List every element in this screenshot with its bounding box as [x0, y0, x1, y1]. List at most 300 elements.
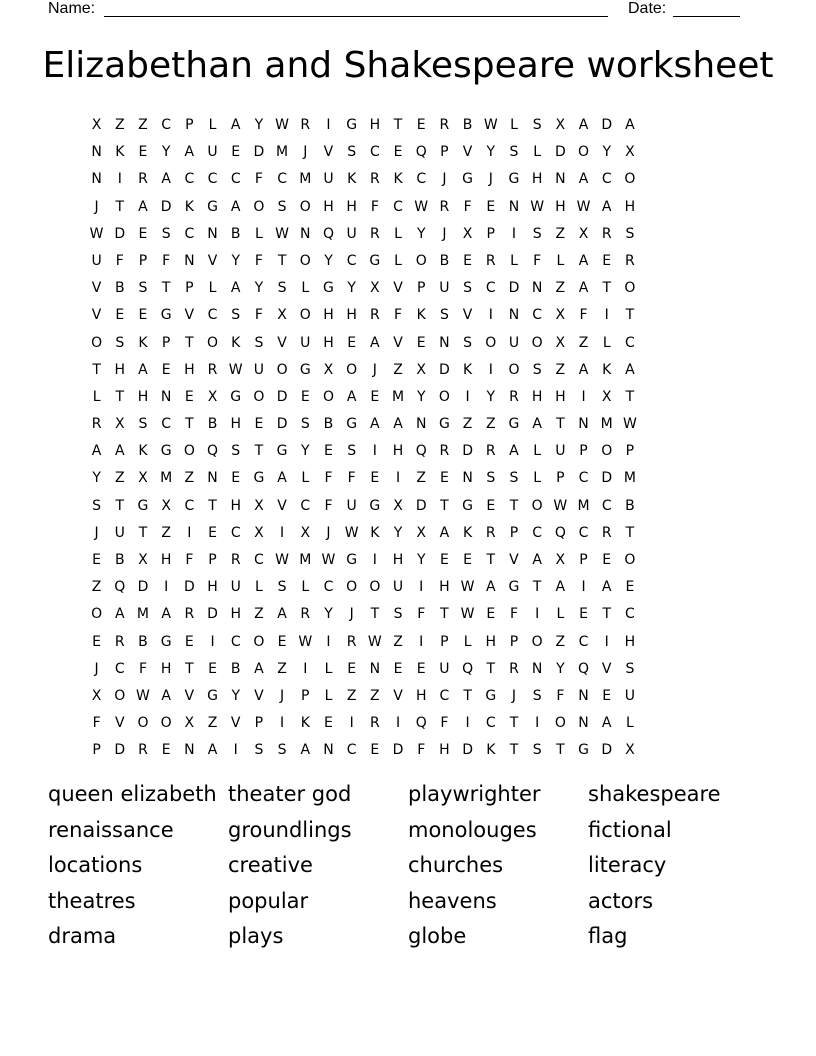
grid-letter: Y [347, 280, 356, 297]
grid-letter: C [184, 225, 195, 242]
grid-letter: J [488, 171, 493, 188]
grid-letter: Y [416, 552, 426, 568]
grid-letter: E [579, 606, 588, 623]
grid-letter: W [275, 225, 290, 242]
grid-letter: Z [91, 579, 102, 596]
grid-letter: A [161, 687, 171, 704]
grid-letter: A [184, 144, 195, 161]
grid-letter: C [346, 252, 357, 269]
grid-row [85, 601, 735, 628]
grid-letter: X [625, 742, 635, 759]
grid-letter: I [419, 633, 424, 650]
grid-letter: H [531, 171, 543, 188]
grid-letter: D [276, 388, 288, 405]
grid-letter: O [91, 334, 103, 351]
grid-letter: T [602, 606, 611, 623]
grid-row [85, 194, 735, 221]
grid-letter: S [532, 225, 542, 242]
grid-letter: E [486, 606, 496, 623]
name-label: Name: [48, 0, 96, 17]
grid-letter: N [439, 334, 450, 351]
grid-letter: L [510, 252, 518, 269]
grid-letter: Z [161, 524, 171, 541]
grid-letter: O [114, 687, 126, 704]
grid-letter: X [555, 117, 566, 133]
grid-letter: G [346, 416, 358, 433]
grid-letter: S [393, 606, 403, 623]
grid-letter: B [625, 497, 635, 514]
grid-letter: E [602, 552, 612, 568]
grid-letter: S [463, 280, 473, 297]
grid-letter: D [508, 280, 520, 297]
grid-letter: T [625, 388, 635, 405]
grid-letter: R [601, 524, 612, 541]
grid-letter: E [347, 334, 357, 351]
grid-letter: I [280, 715, 285, 732]
grid-row [85, 574, 735, 601]
grid-letter: K [393, 171, 403, 188]
grid-letter: T [440, 497, 449, 514]
grid-letter: G [485, 687, 497, 704]
grid-letter: K [138, 334, 148, 351]
grid-letter: N [323, 742, 334, 759]
grid-letter: N [91, 144, 102, 161]
grid-letter: Z [370, 687, 380, 704]
grid-letter: Z [346, 687, 357, 704]
grid-row [85, 438, 735, 465]
grid-letter: G [508, 171, 520, 188]
grid-letter: F [463, 198, 472, 215]
grid-letter: X [625, 144, 635, 161]
grid-letter: H [114, 361, 126, 378]
grid-letter: H [346, 307, 357, 324]
grid-letter: B [439, 252, 450, 269]
grid-letter: X [370, 280, 380, 297]
word-bank-row [48, 778, 768, 814]
grid-letter: C [485, 280, 496, 297]
grid-letter: R [485, 524, 496, 541]
word-bank-row [48, 849, 768, 885]
grid-letter: G [299, 361, 311, 378]
grid-letter: T [185, 334, 194, 351]
grid-letter: L [533, 470, 542, 487]
grid-letter: W [530, 198, 545, 215]
grid-letter: R [439, 198, 450, 215]
grid-letter: N [415, 416, 427, 433]
word-bank-item: shakespeare [588, 782, 721, 806]
grid-letter: A [161, 171, 171, 188]
grid-letter: J [349, 606, 354, 623]
grid-letter: G [207, 198, 218, 215]
grid-letter: I [604, 307, 609, 324]
grid-letter: H [323, 307, 334, 324]
grid-letter: E [208, 524, 217, 541]
grid-letter: Z [393, 361, 403, 378]
grid-letter: E [161, 742, 171, 759]
grid-letter: R [91, 416, 102, 433]
grid-letter: S [277, 198, 287, 215]
grid-letter: U [508, 334, 520, 351]
grid-letter: E [393, 660, 403, 677]
grid-row [85, 221, 735, 248]
grid-letter: X [207, 388, 218, 405]
grid-letter: X [416, 361, 427, 378]
grid-row [85, 384, 735, 411]
grid-letter: O [438, 388, 450, 405]
grid-letter: H [346, 198, 357, 215]
grid-letter: A [578, 117, 589, 133]
grid-letter: Y [393, 524, 403, 541]
grid-letter: V [393, 687, 403, 704]
grid-letter: C [254, 552, 264, 568]
grid-letter: F [185, 552, 194, 568]
grid-letter: C [207, 171, 218, 188]
grid-letter: L [394, 225, 402, 242]
grid-letter: E [370, 742, 380, 759]
grid-letter: F [254, 171, 263, 188]
grid-letter: V [207, 252, 218, 269]
grid-letter: D [601, 470, 613, 487]
grid-letter: A [601, 715, 612, 732]
grid-row [85, 302, 735, 329]
grid-letter: D [253, 144, 265, 161]
grid-letter: S [532, 117, 542, 133]
grid-letter: S [92, 497, 102, 514]
grid-letter: G [230, 388, 242, 405]
grid-letter: H [624, 198, 636, 215]
grid-letter: Y [254, 280, 264, 297]
grid-letter: X [555, 552, 566, 568]
grid-letter: P [440, 144, 449, 161]
grid-letter: M [623, 470, 636, 487]
grid-letter: N [207, 225, 218, 242]
grid-letter: G [369, 252, 381, 269]
grid-letter: R [369, 225, 380, 242]
grid-letter: V [184, 307, 195, 324]
grid-letter: I [280, 524, 285, 541]
grid-letter: I [581, 388, 586, 405]
grid-letter: K [347, 171, 357, 188]
grid-letter: I [372, 443, 377, 460]
grid-row [85, 357, 735, 384]
grid-letter: C [230, 171, 241, 188]
grid-letter: C [161, 117, 172, 133]
grid-letter: S [231, 443, 241, 460]
grid-letter: E [300, 388, 310, 405]
grid-letter: O [253, 388, 265, 405]
grid-letter: X [161, 497, 171, 514]
grid-letter: E [416, 334, 426, 351]
grid-letter: U [323, 171, 334, 188]
grid-letter: S [231, 307, 241, 324]
grid-letter: L [301, 470, 310, 487]
grid-letter: D [439, 361, 450, 378]
grid-letter: O [322, 388, 334, 405]
grid-letter: Y [254, 117, 264, 133]
grid-letter: Q [578, 660, 590, 677]
grid-letter: D [183, 579, 195, 596]
grid-letter: E [625, 579, 635, 596]
grid-letter: A [485, 579, 496, 596]
grid-letter: T [556, 416, 565, 433]
name-field-line[interactable] [104, 0, 608, 17]
grid-letter: T [509, 715, 519, 732]
grid-letter: T [602, 280, 611, 297]
grid-letter: O [183, 443, 195, 460]
grid-letter: M [600, 416, 613, 433]
grid-row [85, 520, 735, 547]
grid-letter: E [463, 252, 473, 269]
grid-letter: U [207, 144, 218, 161]
grid-letter: P [208, 552, 217, 568]
grid-letter: J [372, 361, 377, 378]
grid-letter: R [369, 307, 380, 324]
grid-letter: F [370, 198, 379, 215]
grid-letter: K [231, 334, 241, 351]
grid-letter: Q [415, 443, 427, 460]
grid-letter: O [624, 280, 636, 297]
grid-letter: S [277, 280, 287, 297]
grid-letter: D [392, 742, 404, 759]
grid-letter: U [253, 361, 265, 378]
word-bank-item: plays [228, 924, 284, 949]
grid-letter: S [347, 443, 357, 460]
grid-letter: H [415, 687, 427, 704]
grid-letter: C [323, 579, 334, 596]
grid-letter: T [509, 497, 519, 514]
grid-letter: E [324, 443, 333, 460]
grid-letter: L [301, 280, 310, 297]
grid-letter: P [185, 117, 194, 133]
grid-letter: W [576, 198, 591, 215]
grid-letter: U [392, 579, 404, 596]
word-bank-item: monolouges [408, 817, 537, 842]
grid-letter: A [277, 470, 287, 487]
grid-letter: W [298, 633, 313, 650]
grid-letter: S [532, 742, 542, 759]
grid-letter: E [486, 497, 496, 514]
grid-letter: H [323, 334, 334, 351]
grid-letter: C [578, 524, 589, 541]
grid-letter: B [230, 225, 241, 242]
grid-letter: O [346, 361, 358, 378]
grid-letter: H [207, 579, 218, 596]
grid-letter: C [161, 416, 172, 433]
grid-letter: U [346, 225, 357, 242]
grid-letter: H [392, 443, 404, 460]
grid-letter: I [488, 307, 493, 324]
grid-letter: W [414, 198, 429, 215]
grid-letter: Q [207, 443, 219, 460]
grid-letter: D [601, 742, 613, 759]
grid-letter: E [138, 144, 148, 161]
word-bank-item: literacy [588, 853, 667, 878]
grid-letter: G [369, 497, 381, 514]
grid-letter: E [416, 117, 426, 133]
grid-letter: S [439, 307, 449, 324]
grid-letter: S [115, 334, 125, 351]
grid-letter: C [578, 470, 589, 487]
grid-letter: E [92, 633, 102, 650]
grid-letter: S [254, 334, 264, 351]
grid-letter: J [326, 524, 331, 541]
grid-letter: H [439, 742, 450, 759]
grid-letter: W [321, 552, 336, 568]
grid-letter: O [276, 361, 288, 378]
grid-letter: G [346, 552, 358, 568]
grid-letter: R [439, 443, 450, 460]
grid-letter: J [442, 225, 447, 242]
grid-letter: E [416, 660, 426, 677]
grid-letter: G [578, 742, 589, 759]
grid-letter: L [510, 117, 518, 133]
grid-letter: K [370, 524, 380, 541]
grid-letter: F [417, 606, 426, 623]
grid-letter: I [326, 633, 331, 650]
grid-letter: A [277, 606, 287, 623]
grid-letter: S [300, 416, 310, 433]
grid-letter: W [460, 606, 475, 623]
word-bank-item: fictional [588, 817, 672, 842]
grid-letter: C [300, 497, 311, 514]
word-bank-item: heavens [408, 888, 497, 913]
grid-letter: L [208, 280, 217, 297]
grid-letter: K [416, 307, 426, 324]
grid-letter: U [114, 524, 125, 541]
grid-letter: D [114, 742, 126, 759]
grid-letter: E [439, 552, 449, 568]
grid-letter: O [299, 198, 311, 215]
grid-letter: B [138, 633, 148, 650]
grid-letter: E [115, 307, 125, 324]
grid-letter: Y [416, 388, 426, 405]
grid-letter: I [303, 660, 308, 677]
grid-letter: A [601, 198, 612, 215]
grid-row [85, 493, 735, 520]
grid-letter: T [486, 552, 496, 568]
page-title: Elizabethan and Shakespeare worksheet [42, 45, 774, 86]
grid-letter: T [486, 660, 496, 677]
grid-letter: S [161, 225, 171, 242]
grid-letter: U [439, 280, 450, 297]
grid-letter: S [254, 742, 264, 759]
grid-letter: Z [138, 117, 148, 133]
grid-letter: K [602, 361, 612, 378]
grid-letter: K [463, 524, 473, 541]
grid-letter: L [324, 687, 333, 704]
grid-letter: E [486, 198, 496, 215]
grid-letter: V [277, 334, 287, 351]
grid-letter: S [625, 225, 635, 242]
grid-letter: X [462, 225, 473, 242]
grid-letter: R [625, 252, 635, 269]
grid-letter: O [415, 252, 427, 269]
grid-letter: E [92, 552, 102, 568]
word-bank [48, 778, 768, 956]
grid-letter: E [602, 687, 612, 704]
grid-letter: A [509, 443, 519, 460]
grid-letter: O [299, 307, 311, 324]
word-bank-item: churches [408, 853, 504, 878]
grid-letter: A [532, 552, 542, 568]
grid-letter: U [624, 687, 636, 704]
grid-letter: V [393, 334, 403, 351]
grid-letter: F [162, 252, 171, 269]
grid-letter: R [369, 715, 380, 732]
grid-letter: F [324, 497, 333, 514]
grid-letter: C [114, 660, 125, 677]
word-bank-item: groundlings [228, 817, 352, 842]
grid-letter: I [511, 225, 517, 242]
grid-letter: X [277, 307, 287, 324]
grid-letter: X [416, 524, 427, 541]
grid-letter: V [509, 552, 519, 568]
grid-letter: T [625, 524, 635, 541]
word-bank-item: playwrighter [408, 782, 541, 806]
grid-letter: O [253, 198, 265, 215]
grid-letter: G [508, 416, 520, 433]
grid-letter: Q [415, 144, 427, 161]
grid-letter: Z [555, 225, 566, 242]
grid-letter: U [346, 497, 357, 514]
grid-letter: F [440, 715, 449, 732]
grid-letter: D [601, 117, 613, 133]
grid-letter: A [161, 606, 171, 623]
grid-letter: F [138, 660, 147, 677]
grid-letter: S [138, 416, 148, 433]
grid-letter: Y [161, 144, 171, 161]
grid-letter: T [161, 280, 171, 297]
grid-letter: X [254, 524, 264, 541]
grid-letter: U [300, 334, 311, 351]
grid-letter: D [554, 144, 566, 161]
grid-letter: I [419, 579, 424, 596]
grid-letter: Z [184, 470, 195, 487]
grid-letter: B [462, 117, 473, 133]
grid-letter: A [370, 416, 380, 433]
grid-letter: T [92, 361, 101, 378]
grid-letter: T [115, 497, 125, 514]
grid-letter: P [579, 443, 588, 460]
grid-letter: K [184, 198, 194, 215]
grid-letter: M [299, 171, 312, 188]
grid-letter: B [114, 280, 125, 297]
grid-letter: X [601, 388, 612, 405]
grid-letter: V [114, 715, 125, 732]
grid-letter: P [92, 742, 101, 759]
grid-row [85, 112, 735, 139]
grid-letter: L [92, 388, 101, 405]
grid-letter: A [114, 606, 125, 623]
grid-letter: Z [114, 117, 125, 133]
grid-letter: P [625, 443, 635, 460]
grid-letter: V [91, 280, 102, 297]
grid-letter: L [255, 225, 263, 242]
grid-letter: T [185, 416, 194, 433]
grid-letter: N [300, 225, 311, 242]
grid-letter: I [372, 552, 377, 568]
grid-letter: C [346, 742, 357, 759]
grid-letter: N [462, 470, 473, 487]
grid-row [85, 275, 735, 302]
grid-letter: O [531, 497, 543, 514]
grid-letter: L [556, 606, 565, 623]
grid-letter: H [439, 579, 450, 596]
date-field-line[interactable] [673, 0, 740, 17]
grid-letter: Z [254, 606, 264, 623]
grid-letter: W [553, 497, 568, 514]
grid-letter: T [625, 307, 635, 324]
